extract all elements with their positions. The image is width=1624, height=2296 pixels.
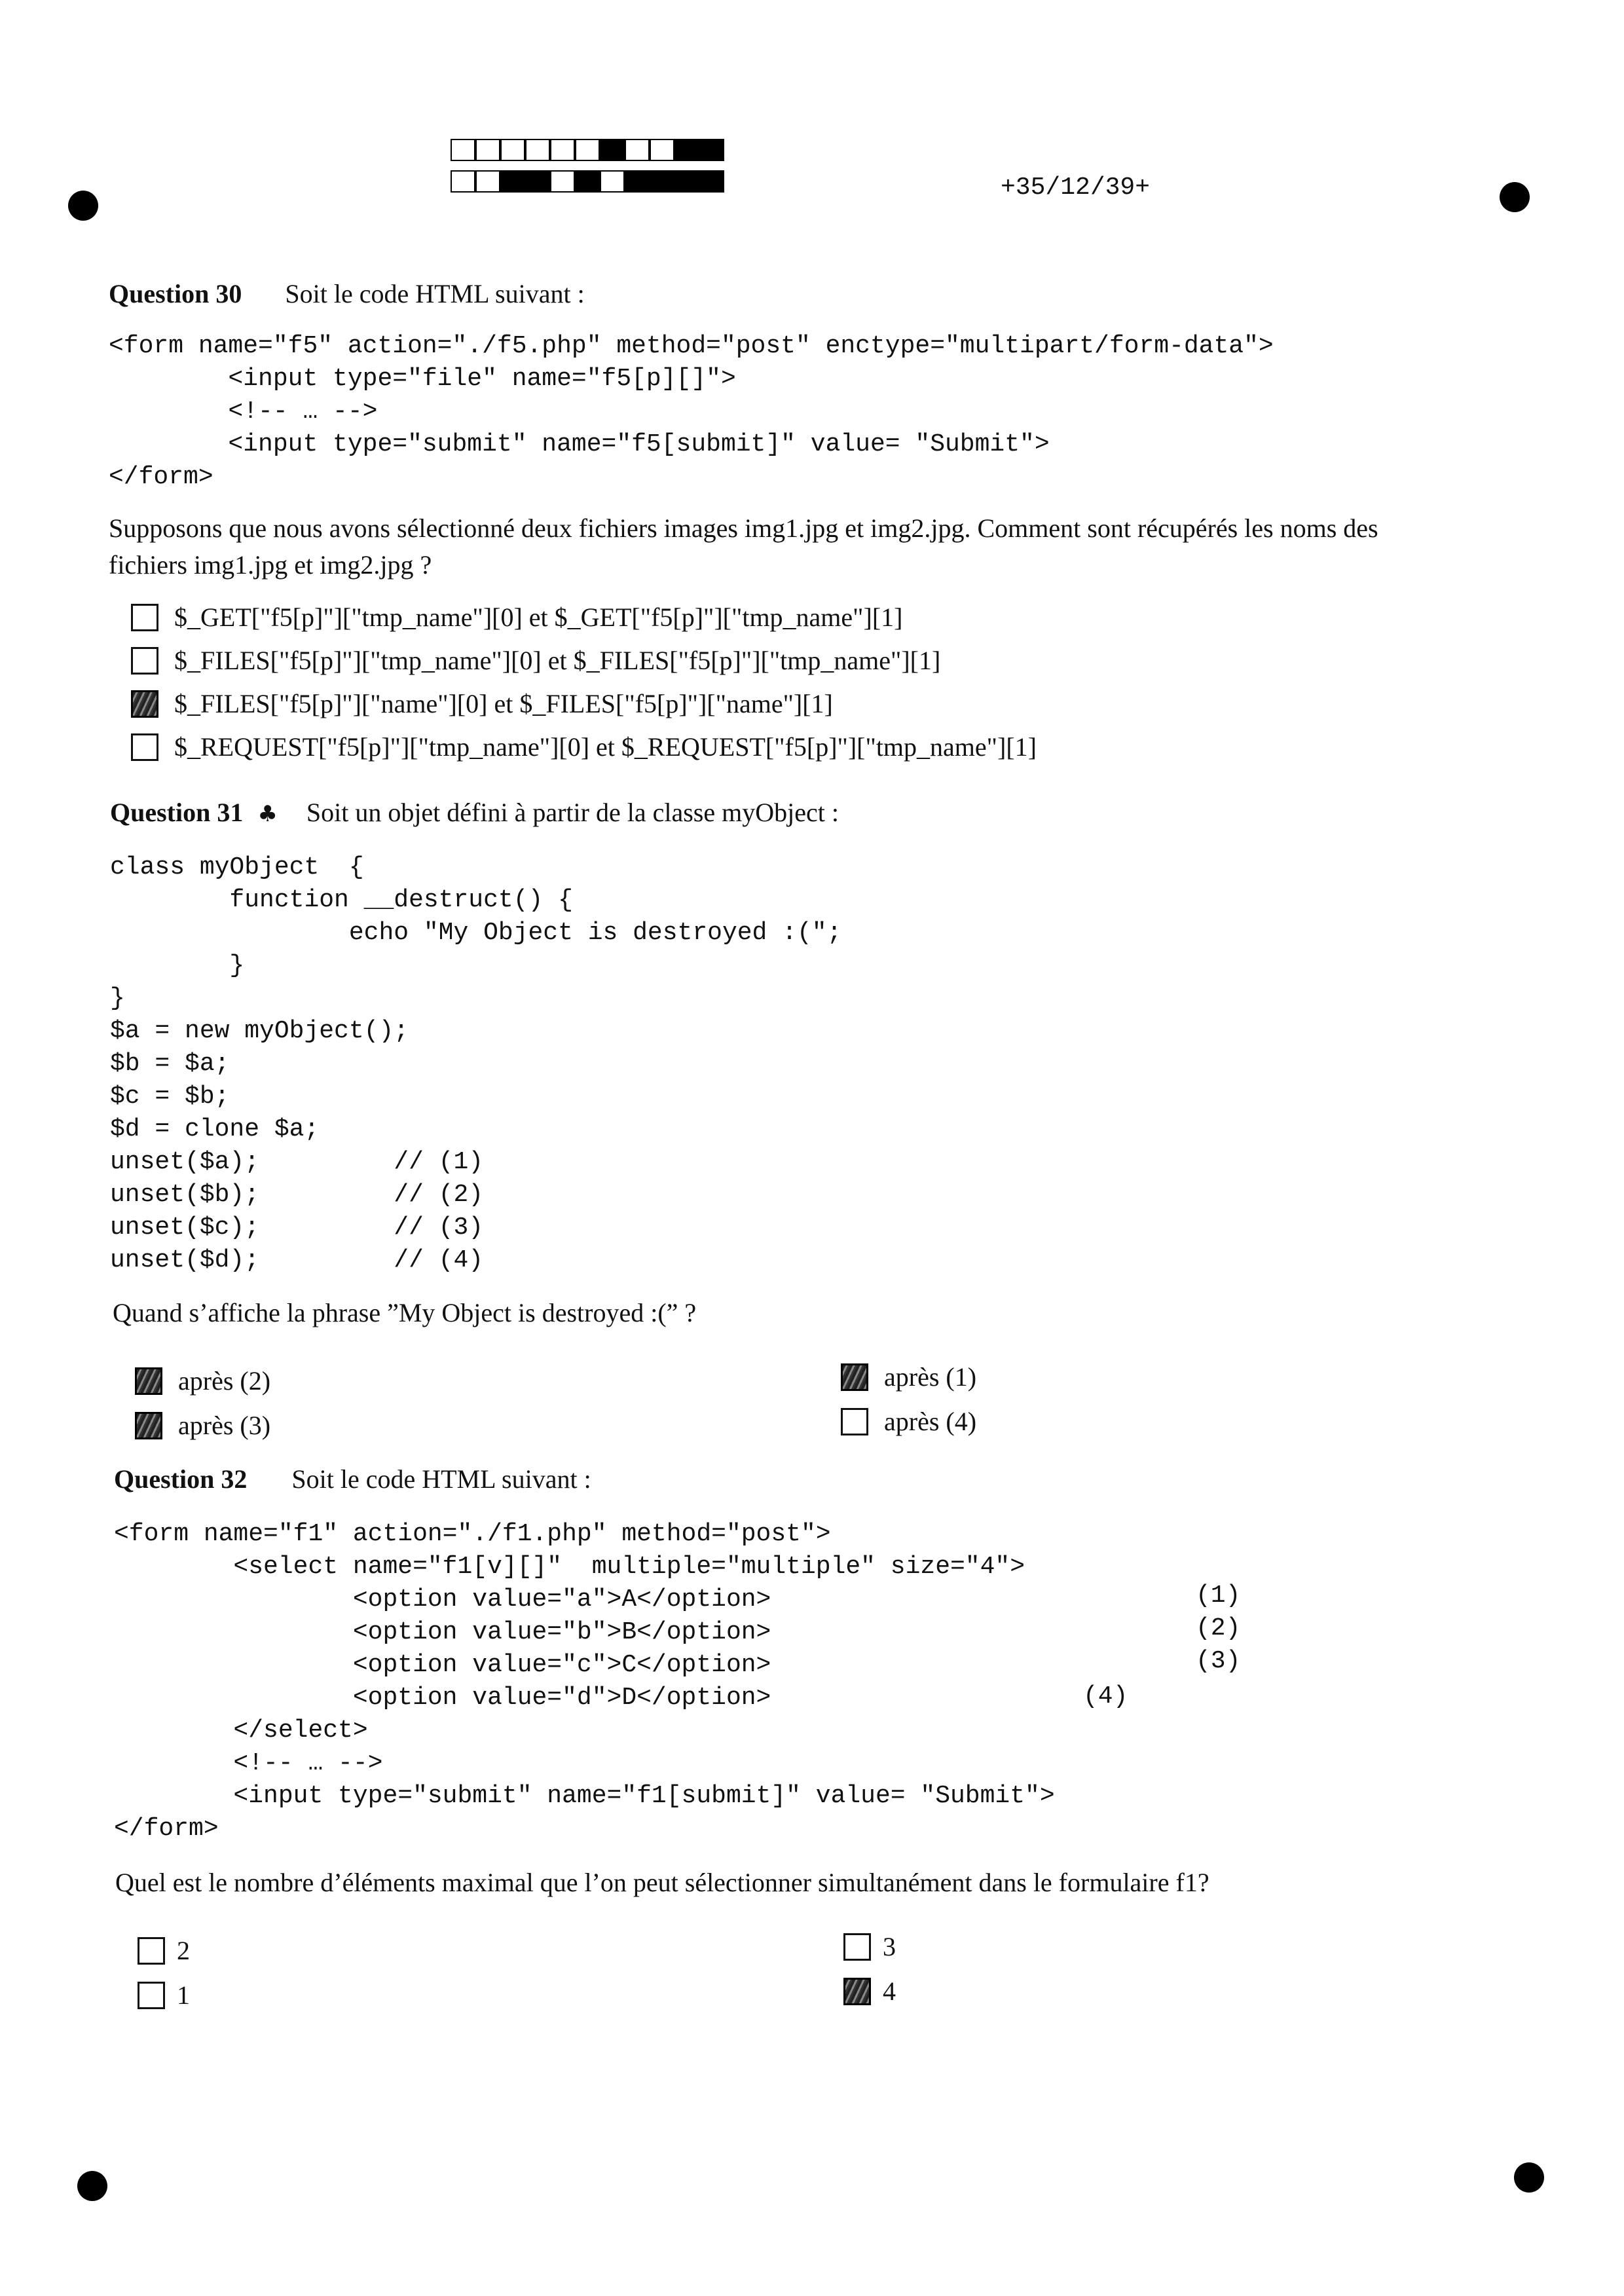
question-line: Supposons que nous avons sélectionné deux fichiers images img1.jpg et img2.jpg. Comment sont récupérés les noms des <box>109 513 1378 543</box>
answer-choice[interactable] <box>131 728 1037 766</box>
barcode-cell <box>451 170 475 193</box>
code-line: unset($d); // (4) <box>110 1246 484 1274</box>
question-32-choices-right <box>843 1928 896 2010</box>
answer-checkbox[interactable] <box>135 1367 162 1395</box>
code-line: <!-- … --> <box>114 1749 383 1777</box>
answer-checkbox[interactable] <box>843 1978 871 2005</box>
question-line: fichiers img1.jpg et img2.jpg ? <box>109 550 432 580</box>
answer-label: après (4) <box>884 1407 977 1436</box>
code-line: } <box>110 984 125 1012</box>
answer-checkbox[interactable] <box>131 604 158 631</box>
question-intro: Soit un objet défini à partir de la classe myObject : <box>306 798 839 827</box>
barcode-cell <box>475 139 500 161</box>
answer-checkbox[interactable] <box>138 1937 165 1965</box>
question-intro: Soit le code HTML suivant : <box>285 279 585 308</box>
answer-choice[interactable] <box>131 599 1037 637</box>
barcode-cell <box>525 139 550 161</box>
answer-checkbox[interactable] <box>131 690 158 718</box>
club-icon: ♣ <box>257 801 278 827</box>
question-label: Question 31 <box>110 798 244 827</box>
code-line: </select> <box>114 1716 368 1745</box>
code-line: $d = clone $a; <box>110 1115 320 1143</box>
code-line: <form name="f5" action="./f5.php" method="post" enctype="multipart/form-data"> <box>109 332 1274 360</box>
code-line: <form name="f1" action="./f1.php" method="post"> <box>114 1520 831 1548</box>
answer-choice[interactable] <box>843 1972 896 2010</box>
barcode-cell <box>500 170 525 193</box>
question-31-header <box>110 796 839 830</box>
barcode-cell <box>600 170 625 193</box>
barcode-cell <box>475 170 500 193</box>
barcode-cell <box>699 139 724 161</box>
answer-label: $_REQUEST["f5[p]"]["tmp_name"][0] et $_REQUEST["f5[p]"]["tmp_name"][1] <box>174 732 1037 762</box>
barcode-cell <box>699 170 724 193</box>
code-line: unset($b); // (2) <box>110 1181 484 1209</box>
code-annotation: (1) <box>1196 1582 1241 1610</box>
answer-checkbox[interactable] <box>841 1363 868 1391</box>
barcode-cell <box>500 139 525 161</box>
answer-label: 2 <box>177 1936 190 1965</box>
code-line: <option value="b">B</option> <box>114 1618 771 1646</box>
question-32-header <box>114 1463 591 1496</box>
answer-choice[interactable] <box>841 1403 976 1441</box>
barcode-cell <box>525 170 550 193</box>
code-line: <option value="a">A</option> <box>114 1585 771 1614</box>
question-intro: Soit le code HTML suivant : <box>291 1464 591 1494</box>
code-line: <option value="d">D</option> <box>114 1684 771 1712</box>
barcode-cell <box>625 139 650 161</box>
code-line: unset($a); // (1) <box>110 1148 484 1176</box>
code-line: <input type="file" name="f5[p][]"> <box>109 365 736 393</box>
code-line: $b = $a; <box>110 1050 230 1078</box>
answer-label: après (3) <box>178 1411 271 1440</box>
code-line: unset($c); // (3) <box>110 1213 484 1242</box>
barcode-cell <box>575 139 600 161</box>
answer-label: 1 <box>177 1980 190 2010</box>
page-barcode <box>451 139 724 195</box>
barcode-row <box>451 170 724 195</box>
answer-label: $_FILES["f5[p]"]["name"][0] et $_FILES["f5[p]"]["name"][1] <box>174 689 833 718</box>
answer-label: 3 <box>883 1932 896 1961</box>
registration-mark-bottom-right <box>1514 2162 1544 2193</box>
barcode-cell <box>650 139 674 161</box>
answer-checkbox[interactable] <box>843 1933 871 1961</box>
question-label: Question 30 <box>109 279 242 308</box>
question-30-choices <box>131 599 1037 766</box>
answer-label: $_GET["f5[p]"]["tmp_name"][0] et $_GET["f5[p]"]["tmp_name"][1] <box>174 602 903 632</box>
answer-choice[interactable] <box>131 685 1037 723</box>
barcode-cell <box>550 170 575 193</box>
question-30-code <box>109 330 1274 494</box>
barcode-cell <box>600 139 625 161</box>
question-31-code <box>110 851 841 1277</box>
code-line: <input type="submit" name="f1[submit]" value= "Submit"> <box>114 1782 1055 1810</box>
question-32-code <box>114 1518 1055 1845</box>
barcode-row <box>451 139 724 164</box>
code-line: </form> <box>109 463 213 491</box>
code-line: <!-- … --> <box>109 398 378 426</box>
question-31-choices-left <box>135 1362 270 1445</box>
answer-choice[interactable] <box>135 1407 270 1445</box>
answer-label: après (2) <box>178 1366 271 1396</box>
answer-checkbox[interactable] <box>131 733 158 761</box>
answer-choice[interactable] <box>138 1976 190 2014</box>
barcode-cell <box>625 170 650 193</box>
answer-choice[interactable] <box>131 642 1037 680</box>
page-code: +35/12/39+ <box>1001 174 1151 202</box>
answer-checkbox[interactable] <box>135 1412 162 1439</box>
question-32-text: Quel est le nombre d’éléments maximal que l’on peut sélectionner simultanément dans le formulaire f1? <box>115 1868 1209 1897</box>
barcode-cell <box>451 139 475 161</box>
code-line: $c = $b; <box>110 1083 230 1111</box>
registration-mark-top-left <box>68 191 98 221</box>
code-line: echo "My Object is destroyed :("; <box>110 919 842 947</box>
registration-mark-bottom-left <box>77 2171 107 2201</box>
registration-mark-top-right <box>1500 182 1530 212</box>
code-line: function __destruct() { <box>110 886 573 914</box>
barcode-cell <box>674 170 699 193</box>
answer-label: après (1) <box>884 1362 977 1392</box>
barcode-cell <box>550 139 575 161</box>
code-line: $a = new myObject(); <box>110 1017 409 1045</box>
question-31-text: Quand s’affiche la phrase ”My Object is destroyed :(” ? <box>113 1298 697 1327</box>
answer-checkbox[interactable] <box>138 1982 165 2009</box>
question-30-text <box>109 512 1378 582</box>
question-32-choices-left <box>138 1932 190 2014</box>
answer-label: $_FILES["f5[p]"]["tmp_name"][0] et $_FILES["f5[p]"]["tmp_name"][1] <box>174 646 941 675</box>
barcode-cell <box>674 139 699 161</box>
code-annotation: (4) <box>1083 1682 1128 1711</box>
answer-label: 4 <box>883 1976 896 2006</box>
code-line: } <box>110 952 245 980</box>
barcode-cell <box>650 170 674 193</box>
answer-choice[interactable] <box>138 1932 190 1970</box>
answer-checkbox[interactable] <box>131 647 158 675</box>
answer-choice[interactable] <box>135 1362 270 1400</box>
code-line: class myObject { <box>110 853 364 881</box>
code-line: </form> <box>114 1815 219 1843</box>
answer-choice[interactable] <box>843 1928 896 1966</box>
answer-checkbox[interactable] <box>841 1408 868 1435</box>
code-line: <select name="f1[v][]" multiple="multiple" size="4"> <box>114 1553 1025 1581</box>
code-annotation: (2) <box>1196 1614 1241 1642</box>
barcode-cell <box>575 170 600 193</box>
code-annotation: (3) <box>1196 1647 1241 1675</box>
question-30-header <box>109 278 585 310</box>
question-label: Question 32 <box>114 1464 248 1494</box>
answer-choice[interactable] <box>841 1358 976 1396</box>
code-line: <input type="submit" name="f5[submit]" value= "Submit"> <box>109 430 1050 458</box>
code-line: <option value="c">C</option> <box>114 1651 771 1679</box>
question-31-choices-right <box>841 1358 976 1441</box>
